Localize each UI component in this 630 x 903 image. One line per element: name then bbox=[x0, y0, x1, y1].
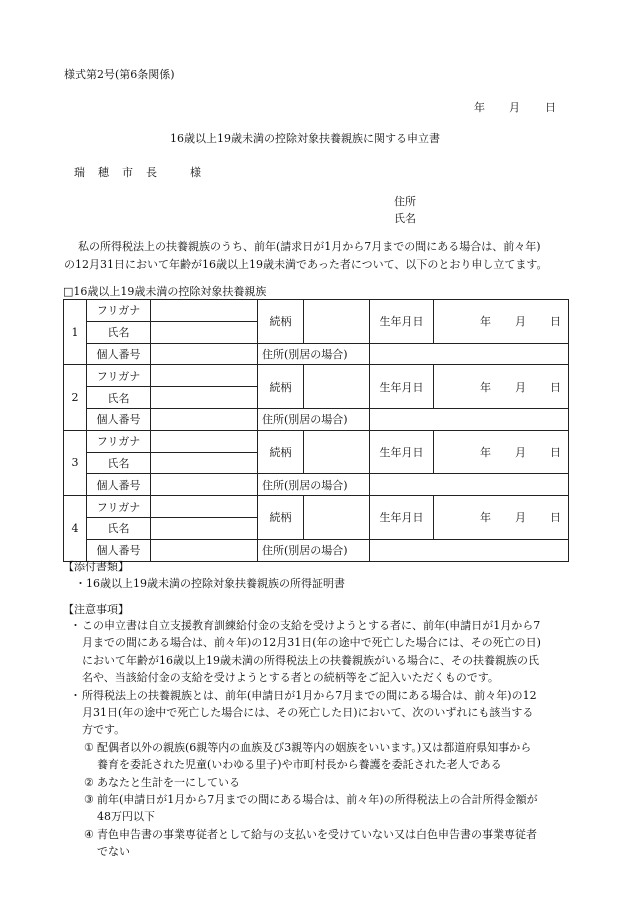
separate-address-label: 住所(別居の場合) bbox=[258, 539, 370, 561]
name-label: 氏名 bbox=[87, 321, 151, 343]
addressee: 瑞 穂 市 長 bbox=[74, 166, 158, 179]
relation-field[interactable] bbox=[304, 430, 370, 474]
birthdate-label: 生年月日 bbox=[370, 365, 434, 409]
note-item-1 bbox=[70, 617, 580, 687]
row-number: 1 bbox=[64, 300, 87, 365]
condition-3 bbox=[84, 791, 580, 826]
birth-month-label: 月 bbox=[515, 315, 526, 329]
mynumber-label: 個人番号 bbox=[87, 539, 151, 561]
condition-line: 48万円以下 bbox=[97, 810, 155, 824]
separate-address-field[interactable] bbox=[370, 474, 569, 496]
condition-line: 配偶者以外の親族(6親等内の血族及び3親等内の姻族をいいます。)又は都道府県知事から bbox=[97, 740, 532, 754]
name-label: 氏名 bbox=[87, 517, 151, 539]
dependents-table bbox=[63, 299, 569, 562]
relation-label: 続柄 bbox=[258, 496, 304, 540]
bullet: ・ bbox=[70, 688, 81, 702]
mynumber-field[interactable] bbox=[151, 343, 258, 365]
mynumber-label: 個人番号 bbox=[87, 343, 151, 365]
birth-year-label: 年 bbox=[480, 511, 491, 525]
name-label: 氏名 bbox=[87, 452, 151, 474]
name-label: 氏名 bbox=[87, 387, 151, 409]
mynumber-field[interactable] bbox=[151, 408, 258, 430]
birth-day-label: 日 bbox=[550, 315, 561, 329]
notes-list bbox=[70, 617, 580, 861]
condition-line: あなたと生計を一にしている bbox=[97, 775, 240, 789]
table-caption: □16歳以上19歳未満の控除対象扶養親族 bbox=[63, 285, 267, 298]
row-number: 4 bbox=[64, 496, 87, 561]
dependent-row bbox=[64, 365, 569, 387]
dependent-row bbox=[64, 430, 569, 452]
note-1-line: この申立書は自立支援教育訓練給付金の支給を受けようとする者に、前年(申請日が1月から7 bbox=[82, 619, 541, 632]
condition-line: 前年(申請日が1月から7月までの間にある場合は、前々年)の所得税法上の合計所得金額が bbox=[97, 793, 538, 807]
relation-label: 続柄 bbox=[258, 430, 304, 474]
note-2-line: 方です。 bbox=[82, 723, 126, 737]
birthdate-field[interactable] bbox=[434, 496, 569, 540]
birth-year-label: 年 bbox=[480, 380, 491, 394]
row-number: 3 bbox=[64, 430, 87, 495]
notes-heading: 【注意事項】 bbox=[63, 603, 129, 616]
birthdate-field[interactable] bbox=[434, 300, 569, 344]
condition-number: ① bbox=[84, 740, 94, 754]
condition-4 bbox=[84, 826, 580, 861]
form-number: 様式第2号(第6条関係) bbox=[64, 68, 175, 81]
condition-line: 養育を委託された児童(いわゆる里子)や市町村長から養護を委託された老人である bbox=[97, 758, 502, 772]
dependent-row bbox=[64, 496, 569, 518]
mynumber-field[interactable] bbox=[151, 474, 258, 496]
dependent-row-number bbox=[64, 539, 569, 561]
relation-field[interactable] bbox=[304, 300, 370, 344]
date-month-label: 月 bbox=[509, 101, 520, 114]
intro-line-1: 私の所得税法上の扶養親族のうち、前年(請求日が1月から7月までの間にある場合は、前々年) bbox=[78, 240, 541, 253]
note-1-line: において年齢が16歳以上19歳未満の所得税法上の扶養親族がいる場合に、その扶養親族の氏 bbox=[82, 653, 539, 667]
note-item-2 bbox=[70, 687, 580, 739]
birth-month-label: 月 bbox=[515, 380, 526, 394]
condition-number: ④ bbox=[84, 827, 94, 841]
birthdate-field[interactable] bbox=[434, 430, 569, 474]
date-year-label: 年 bbox=[474, 101, 485, 114]
note-1-line: 月までの間にある場合は、前々年)の12月31日(年の途中で死亡した場合には、その死亡の日) bbox=[82, 636, 541, 650]
birth-month-label: 月 bbox=[515, 446, 526, 460]
name-field[interactable] bbox=[151, 387, 258, 409]
birth-day-label: 日 bbox=[550, 380, 561, 394]
separate-address-field[interactable] bbox=[370, 539, 569, 561]
birth-month-label: 月 bbox=[515, 511, 526, 525]
note-2-line: 月31日(年の途中で死亡した場合には、その死亡した日)において、次のいずれにも該当する bbox=[82, 706, 534, 720]
dependent-row bbox=[64, 300, 569, 322]
birth-year-label: 年 bbox=[480, 446, 491, 460]
dependent-row-number bbox=[64, 408, 569, 430]
birthdate-label: 生年月日 bbox=[370, 300, 434, 344]
separate-address-label: 住所(別居の場合) bbox=[258, 408, 370, 430]
furigana-label: フリガナ bbox=[87, 365, 151, 387]
furigana-field[interactable] bbox=[151, 365, 258, 387]
birthdate-field[interactable] bbox=[434, 365, 569, 409]
addressee-honorific: 様 bbox=[190, 166, 201, 179]
name-field[interactable] bbox=[151, 517, 258, 539]
furigana-field[interactable] bbox=[151, 300, 258, 322]
birthdate-label: 生年月日 bbox=[370, 430, 434, 474]
birthdate-label: 生年月日 bbox=[370, 496, 434, 540]
furigana-field[interactable] bbox=[151, 430, 258, 452]
name-field[interactable] bbox=[151, 321, 258, 343]
furigana-label: フリガナ bbox=[87, 496, 151, 518]
note-1-line: 名や、当該給付金の支給を受けようとする者との続柄等をご記入いただくものです。 bbox=[82, 671, 499, 685]
dependent-row-number bbox=[64, 474, 569, 496]
birth-year-label: 年 bbox=[480, 315, 491, 329]
relation-field[interactable] bbox=[304, 496, 370, 540]
applicant-name-label: 氏名 bbox=[394, 212, 416, 225]
document-title: 16歳以上19歳未満の控除対象扶養親族に関する申立書 bbox=[170, 132, 440, 145]
birth-day-label: 日 bbox=[550, 511, 561, 525]
intro-line-2: の12月31日において年齢が16歳以上19歳未満であった者について、以下のとおり申し立てます。 bbox=[64, 258, 548, 271]
condition-line: でない bbox=[97, 845, 130, 859]
separate-address-label: 住所(別居の場合) bbox=[258, 343, 370, 365]
relation-label: 続柄 bbox=[258, 300, 304, 344]
mynumber-label: 個人番号 bbox=[87, 408, 151, 430]
furigana-label: フリガナ bbox=[87, 430, 151, 452]
dependent-row-number bbox=[64, 343, 569, 365]
name-field[interactable] bbox=[151, 452, 258, 474]
applicant-address-label: 住所 bbox=[394, 195, 416, 208]
row-number: 2 bbox=[64, 365, 87, 430]
furigana-label: フリガナ bbox=[87, 300, 151, 322]
attachments-item: ・16歳以上19歳未満の控除対象扶養親族の所得証明書 bbox=[75, 577, 345, 590]
birth-day-label: 日 bbox=[550, 446, 561, 460]
note-2-line: 所得税法上の扶養親族とは、前年(申請日が1月から7月までの間にある場合は、前々年)の12 bbox=[82, 688, 537, 702]
condition-line: 青色申告書の事業専従者として給与の支払いを受けていない又は白色申告書の事業専従者 bbox=[97, 827, 537, 841]
condition-2 bbox=[84, 774, 580, 791]
date-day-label: 日 bbox=[545, 101, 556, 114]
separate-address-field[interactable] bbox=[370, 408, 569, 430]
bullet: ・ bbox=[70, 619, 81, 632]
relation-field[interactable] bbox=[304, 365, 370, 409]
relation-label: 続柄 bbox=[258, 365, 304, 409]
condition-number: ② bbox=[84, 775, 94, 789]
mynumber-field[interactable] bbox=[151, 539, 258, 561]
separate-address-label: 住所(別居の場合) bbox=[258, 474, 370, 496]
separate-address-field[interactable] bbox=[370, 343, 569, 365]
condition-1 bbox=[84, 739, 580, 774]
mynumber-label: 個人番号 bbox=[87, 474, 151, 496]
furigana-field[interactable] bbox=[151, 496, 258, 518]
condition-number: ③ bbox=[84, 793, 94, 807]
attachments-heading: 【添付書類】 bbox=[63, 560, 129, 573]
